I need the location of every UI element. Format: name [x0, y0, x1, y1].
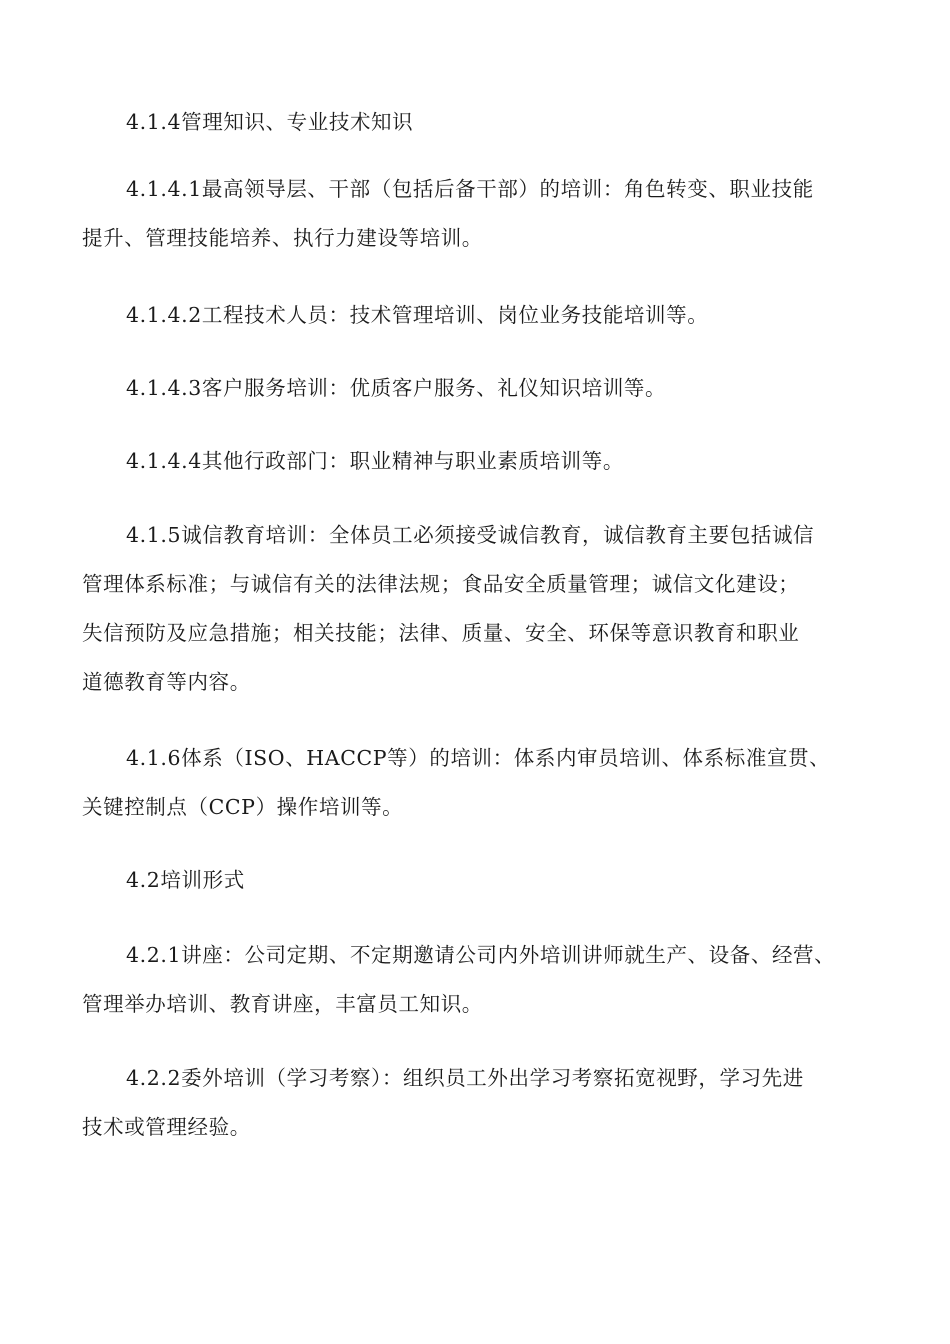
paragraph-line: 4.2.2委外培训（学习考察）：组织员工外出学习考察拓宽视野，学习先进 [126, 1066, 804, 1090]
paragraph-4-1-4-3 [82, 364, 872, 413]
paragraph-line: 4.1.5诚信教育培训：全体员工必须接受诚信教育，诚信教育主要包括诚信 [126, 523, 815, 547]
paragraph-line: 提升、管理技能培养、执行力建设等培训。 [82, 226, 483, 250]
paragraph-4-1-4 [82, 98, 872, 147]
paragraph-line: 4.1.4.1最高领导层、干部（包括后备干部）的培训：角色转变、职业技能 [126, 177, 814, 201]
paragraph-4-2 [82, 856, 872, 905]
paragraph-line: 4.2培训形式 [126, 868, 245, 892]
paragraph-4-2-1 [82, 931, 872, 1029]
paragraph-line: 4.1.4.2工程技术人员：技术管理培训、岗位业务技能培训等。 [126, 303, 709, 327]
paragraph-4-1-4-2 [82, 291, 872, 340]
paragraph-4-1-4-4 [82, 437, 872, 486]
paragraph-4-2-2 [82, 1054, 872, 1152]
paragraph-line: 4.1.6体系（ISO、HACCP等）的培训：体系内审员培训、体系标准宣贯、 [126, 746, 831, 770]
paragraph-line: 4.1.4管理知识、专业技术知识 [126, 110, 414, 134]
paragraph-line: 4.1.4.4其他行政部门：职业精神与职业素质培训等。 [126, 449, 624, 473]
paragraph-4-1-4-1 [82, 165, 872, 263]
paragraph-line: 管理举办培训、教育讲座，丰富员工知识。 [82, 992, 483, 1016]
paragraph-line: 失信预防及应急措施；相关技能；法律、质量、安全、环保等意识教育和职业 [82, 621, 800, 645]
paragraph-line: 管理体系标准；与诚信有关的法律法规；食品安全质量管理；诚信文化建设； [82, 572, 800, 596]
paragraph-line: 技术或管理经验。 [82, 1115, 251, 1139]
paragraph-line: 4.1.4.3客户服务培训：优质客户服务、礼仪知识培训等。 [126, 376, 667, 400]
paragraph-4-1-5 [82, 511, 872, 707]
paragraph-line: 关键控制点（CCP）操作培训等。 [82, 795, 404, 819]
paragraph-line: 道德教育等内容。 [82, 670, 251, 694]
paragraph-4-1-6 [82, 734, 872, 832]
paragraph-line: 4.2.1讲座：公司定期、不定期邀请公司内外培训讲师就生产、设备、经营、 [126, 943, 836, 967]
